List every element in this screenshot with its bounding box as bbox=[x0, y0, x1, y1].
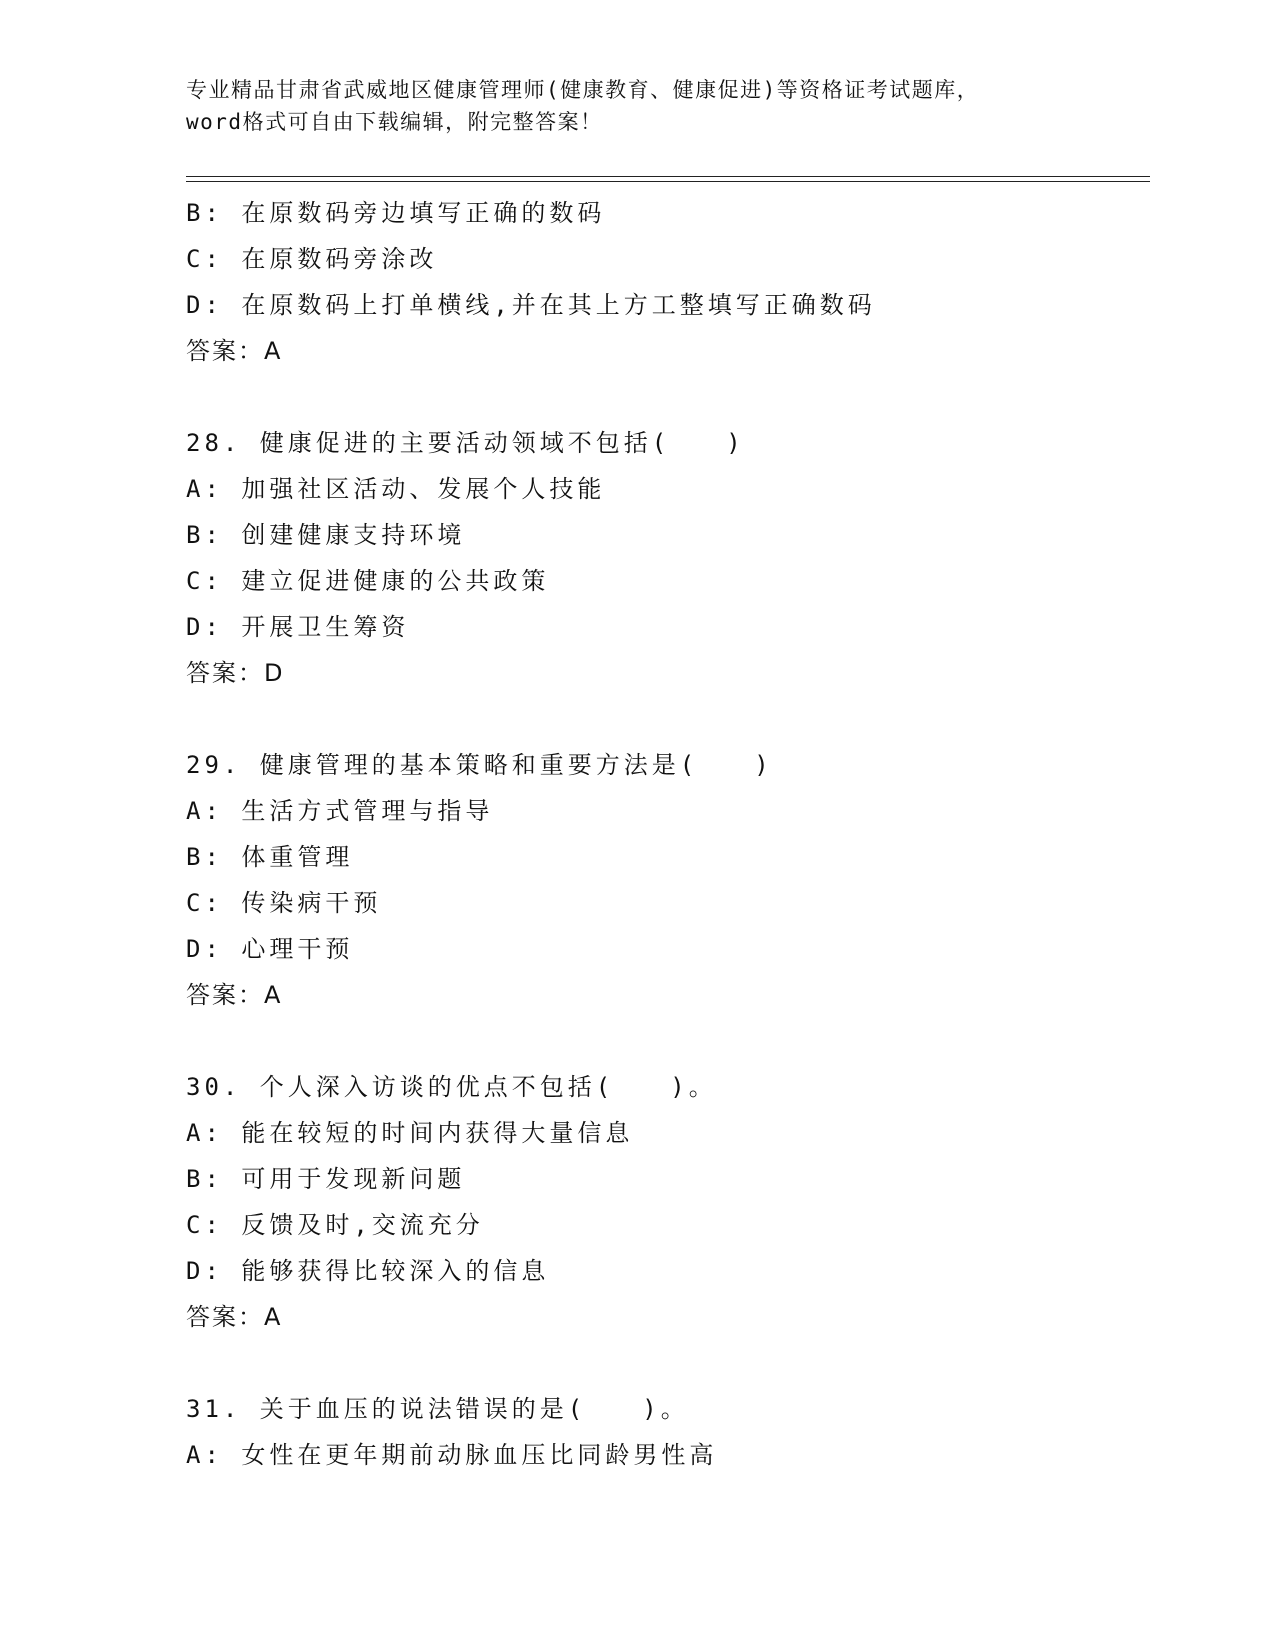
question-text: 31. 关于血压的说法错误的是( )。 bbox=[186, 1395, 689, 1423]
option-d: D: 在原数码上打单横线,并在其上方工整填写正确数码 bbox=[186, 291, 876, 319]
question-29 bbox=[186, 742, 1136, 1018]
spacer bbox=[186, 1340, 1136, 1386]
spacer bbox=[186, 1018, 1136, 1064]
document-header bbox=[186, 74, 1086, 138]
option-d: D: 能够获得比较深入的信息 bbox=[186, 1257, 550, 1285]
header-title-line-2: word格式可自由下载编辑，附完整答案！ bbox=[186, 110, 603, 134]
option-b: B: 可用于发现新问题 bbox=[186, 1165, 466, 1193]
option-d: D: 心理干预 bbox=[186, 935, 354, 963]
answer-line: 答案：A bbox=[186, 1303, 283, 1331]
spacer bbox=[186, 374, 1136, 420]
option-c: C: 反馈及时,交流充分 bbox=[186, 1211, 484, 1239]
question-30 bbox=[186, 1064, 1136, 1340]
header-title-line-1: 专业精品甘肃省武威地区健康管理师(健康教育、健康促进)等资格证考试题库， bbox=[186, 78, 980, 102]
option-b: B: 创建健康支持环境 bbox=[186, 521, 466, 549]
answer-line: 答案：D bbox=[186, 659, 285, 687]
question-27-tail bbox=[186, 190, 1136, 374]
option-b: B: 体重管理 bbox=[186, 843, 354, 871]
option-d: D: 开展卫生筹资 bbox=[186, 613, 410, 641]
header-divider-top bbox=[186, 176, 1150, 177]
spacer bbox=[186, 696, 1136, 742]
option-c: C: 在原数码旁涂改 bbox=[186, 245, 438, 273]
question-31 bbox=[186, 1386, 1136, 1478]
option-c: C: 传染病干预 bbox=[186, 889, 382, 917]
option-a: A: 加强社区活动、发展个人技能 bbox=[186, 475, 606, 503]
option-a: A: 生活方式管理与指导 bbox=[186, 797, 494, 825]
question-text: 28. 健康促进的主要活动领域不包括( ) bbox=[186, 429, 745, 457]
question-text: 29. 健康管理的基本策略和重要方法是( ) bbox=[186, 751, 773, 779]
option-a: A: 能在较短的时间内获得大量信息 bbox=[186, 1119, 634, 1147]
answer-line: 答案：A bbox=[186, 337, 283, 365]
option-c: C: 建立促进健康的公共政策 bbox=[186, 567, 550, 595]
question-list bbox=[186, 190, 1136, 1478]
answer-line: 答案：A bbox=[186, 981, 283, 1009]
option-b: B: 在原数码旁边填写正确的数码 bbox=[186, 199, 606, 227]
header-divider-bottom bbox=[186, 181, 1150, 182]
question-28 bbox=[186, 420, 1136, 696]
option-a: A: 女性在更年期前动脉血压比同龄男性高 bbox=[186, 1441, 718, 1469]
question-text: 30. 个人深入访谈的优点不包括( )。 bbox=[186, 1073, 717, 1101]
